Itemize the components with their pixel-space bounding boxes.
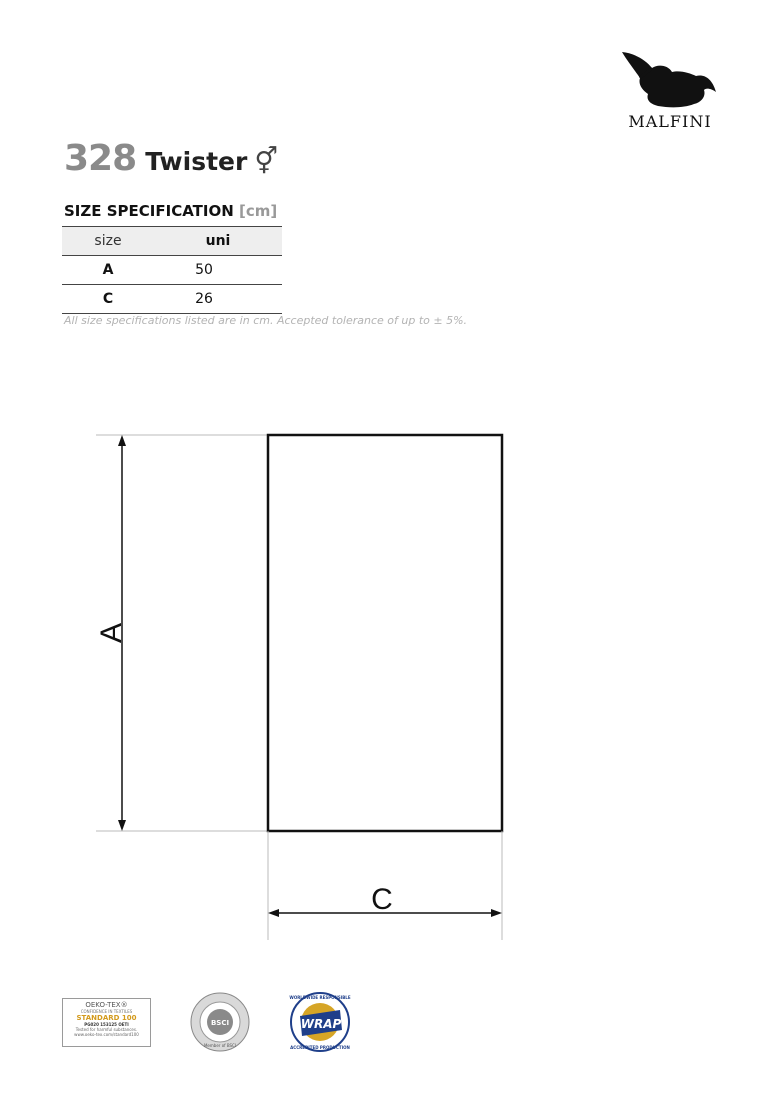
unisex-icon: ⚥: [254, 147, 278, 177]
product-name: Twister: [145, 147, 248, 176]
oeko-tex-title: OEKO-TEX®: [85, 1001, 128, 1009]
oeko-tex-tested: Tested for harmful substances.: [75, 1027, 138, 1032]
oeko-tex-standard: STANDARD 100: [76, 1014, 137, 1022]
wrap-label: WRAP: [300, 1017, 342, 1031]
size-header: size: [94, 233, 122, 249]
uni-header: uni: [205, 233, 231, 249]
bsci-member-text: Member of BSCI: [203, 1043, 237, 1048]
row-label: C: [102, 291, 114, 307]
wrap-bottom-text: ACCREDITED PRODUCTION: [290, 1045, 350, 1050]
product-number: 328: [64, 138, 137, 179]
tolerance-note: All size specifications listed are in cm. Accepted tolerance of up to ± 5%.: [64, 314, 468, 327]
wrap-top-text: WORLDWIDE RESPONSIBLE: [289, 995, 351, 1000]
bsci-label: BSCI: [210, 1019, 230, 1027]
dimension-a-label: A: [95, 622, 128, 644]
size-spec-title: SIZE SPECIFICATION: [64, 202, 234, 220]
bsci-badge: [191, 993, 249, 1051]
dimension-a-arrow-bottom: [118, 820, 126, 831]
oeko-tex-badge: [62, 998, 151, 1047]
product-outline: [268, 435, 502, 831]
row-label: A: [102, 262, 114, 278]
oeko-tex-url: www.oeko-tex.com/standard100: [74, 1032, 139, 1037]
dimension-c-arrow-right: [491, 909, 502, 917]
brand-name: MALFINI: [628, 112, 712, 131]
oeko-tex-code: PG020 153125 OETI: [84, 1022, 129, 1027]
oeko-tex-subtitle: CONFIDENCE IN TEXTILES: [80, 1009, 133, 1014]
row-value: 50: [195, 262, 213, 278]
dimension-c-label: C: [371, 883, 393, 916]
dimension-c-arrow-left: [268, 909, 279, 917]
size-spec-unit: [cm]: [239, 202, 278, 220]
dimension-a-arrow-top: [118, 435, 126, 446]
wrap-badge: [289, 993, 350, 1051]
row-value: 26: [195, 291, 213, 307]
